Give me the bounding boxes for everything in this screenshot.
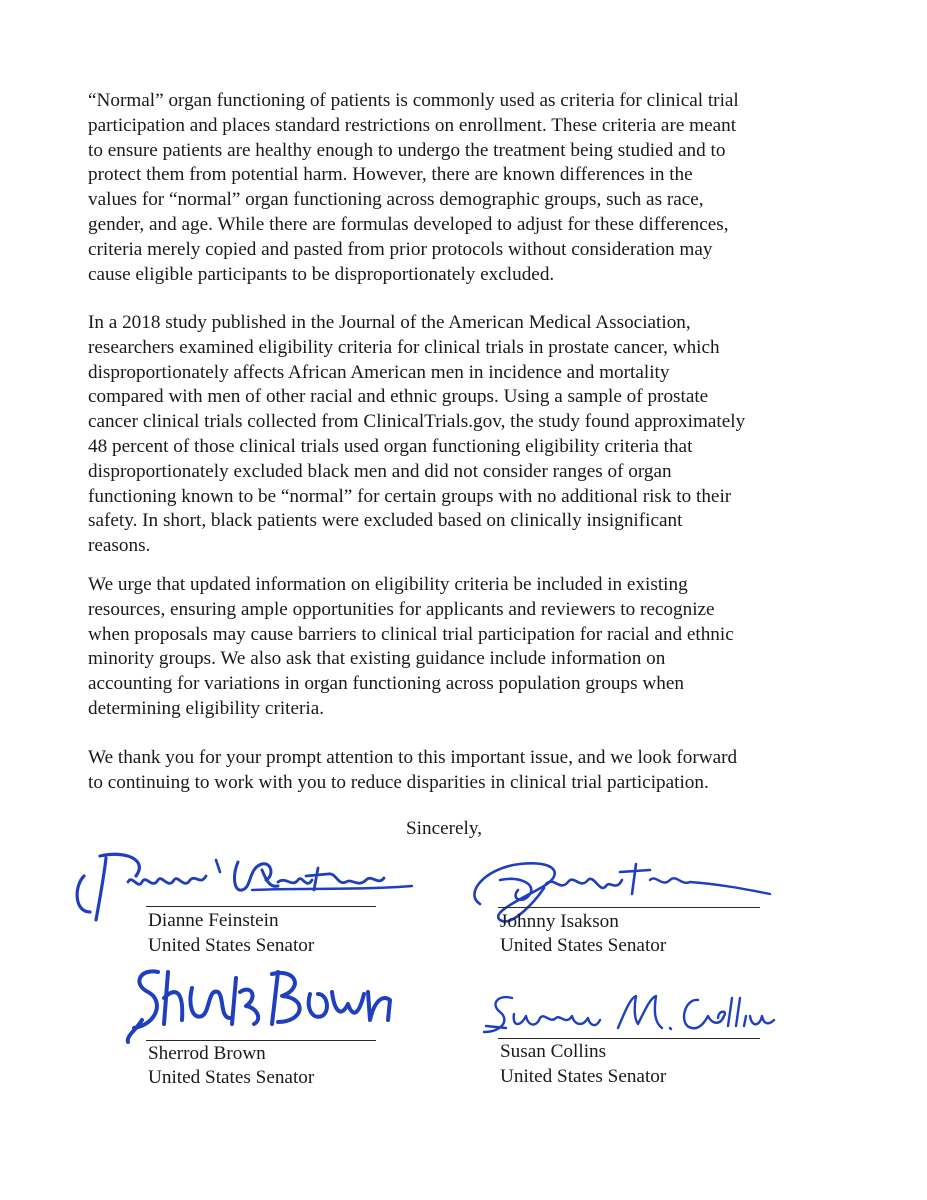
paragraph-line: minority groups. We also ask that existing guidance include information on — [88, 648, 666, 670]
handwritten-signature-collins — [478, 988, 778, 1044]
paragraph-line: protect them from potential harm. However, there are known differences in the — [88, 164, 693, 186]
body-paragraph — [88, 573, 818, 722]
paragraph-line: accounting for variations in organ functioning across population groups when — [88, 673, 684, 695]
paragraph-line: disproportionately excluded black men and did not consider ranges of organ — [88, 460, 672, 482]
signatory-name: Johnny Isakson — [500, 911, 619, 932]
paragraph-line: disproportionately affects African American men in incidence and mortality — [88, 361, 670, 383]
signatory-title: United States Senator — [148, 1067, 315, 1088]
signature-line — [146, 1040, 376, 1041]
body-paragraph — [88, 746, 818, 796]
body-paragraph — [88, 89, 818, 287]
paragraph-line: reasons. — [88, 535, 151, 557]
paragraph-line: functioning known to be “normal” for certain groups with no additional risk to their — [88, 485, 732, 507]
paragraph-line: determining eligibility criteria. — [88, 697, 325, 719]
signatory-title: United States Senator — [500, 1066, 667, 1087]
signatory-name: Dianne Feinstein — [148, 910, 279, 931]
paragraph-line: 48 percent of those clinical trials used organ functioning eligibility criteria that — [88, 435, 693, 457]
signatory-name: Sherrod Brown — [148, 1043, 266, 1064]
signatory-title: United States Senator — [500, 935, 667, 956]
paragraph-line: criteria merely copied and pasted from prior protocols without consideration may — [88, 238, 713, 260]
paragraph-line: safety. In short, black patients were excluded based on clinically insignificant — [88, 510, 683, 532]
signature-line — [146, 906, 376, 907]
closing-salutation: Sincerely, — [406, 818, 483, 839]
paragraph-line: researchers examined eligibility criteria for clinical trials in prostate cancer, which — [88, 336, 720, 358]
signature-line — [498, 1038, 760, 1039]
paragraph-line: to ensure patients are healthy enough to undergo the treatment being studied and to — [88, 139, 726, 161]
paragraph-line: In a 2018 study published in the Journal of the American Medical Association, — [88, 312, 691, 333]
paragraph-line: to continuing to work with you to reduce disparities in clinical trial participation. — [88, 771, 709, 793]
paragraph-line: participation and places standard restrictions on enrollment. These criteria are meant — [88, 114, 737, 136]
paragraph-line: resources, ensuring ample opportunities for applicants and reviewers to recognize — [88, 598, 715, 620]
handwritten-signature-brown — [118, 958, 398, 1048]
signatory-name: Susan Collins — [500, 1041, 607, 1062]
signatory-title: United States Senator — [148, 935, 315, 956]
paragraph-line: We thank you for your prompt attention to this important issue, and we look forward — [88, 747, 738, 768]
paragraph-line: when proposals may cause barriers to clinical trial participation for racial and ethnic — [88, 623, 734, 645]
body-paragraph — [88, 311, 818, 559]
paragraph-line: gender, and age. While there are formulas developed to adjust for these differences, — [88, 213, 729, 235]
paragraph-line: We urge that updated information on eligibility criteria be included in existing — [88, 574, 688, 595]
paragraph-line: cancer clinical trials collected from ClinicalTrials.gov, the study found approximately — [88, 411, 746, 433]
paragraph-line: cause eligible participants to be disproportionately excluded. — [88, 263, 555, 285]
paragraph-line: compared with men of other racial and ethnic groups. Using a sample of prostate — [88, 386, 709, 408]
paragraph-line: values for “normal” organ functioning across demographic groups, such as race, — [88, 189, 704, 211]
signature-line — [498, 907, 760, 908]
paragraph-line: “Normal” organ functioning of patients is commonly used as criteria for clinical trial — [88, 90, 739, 111]
